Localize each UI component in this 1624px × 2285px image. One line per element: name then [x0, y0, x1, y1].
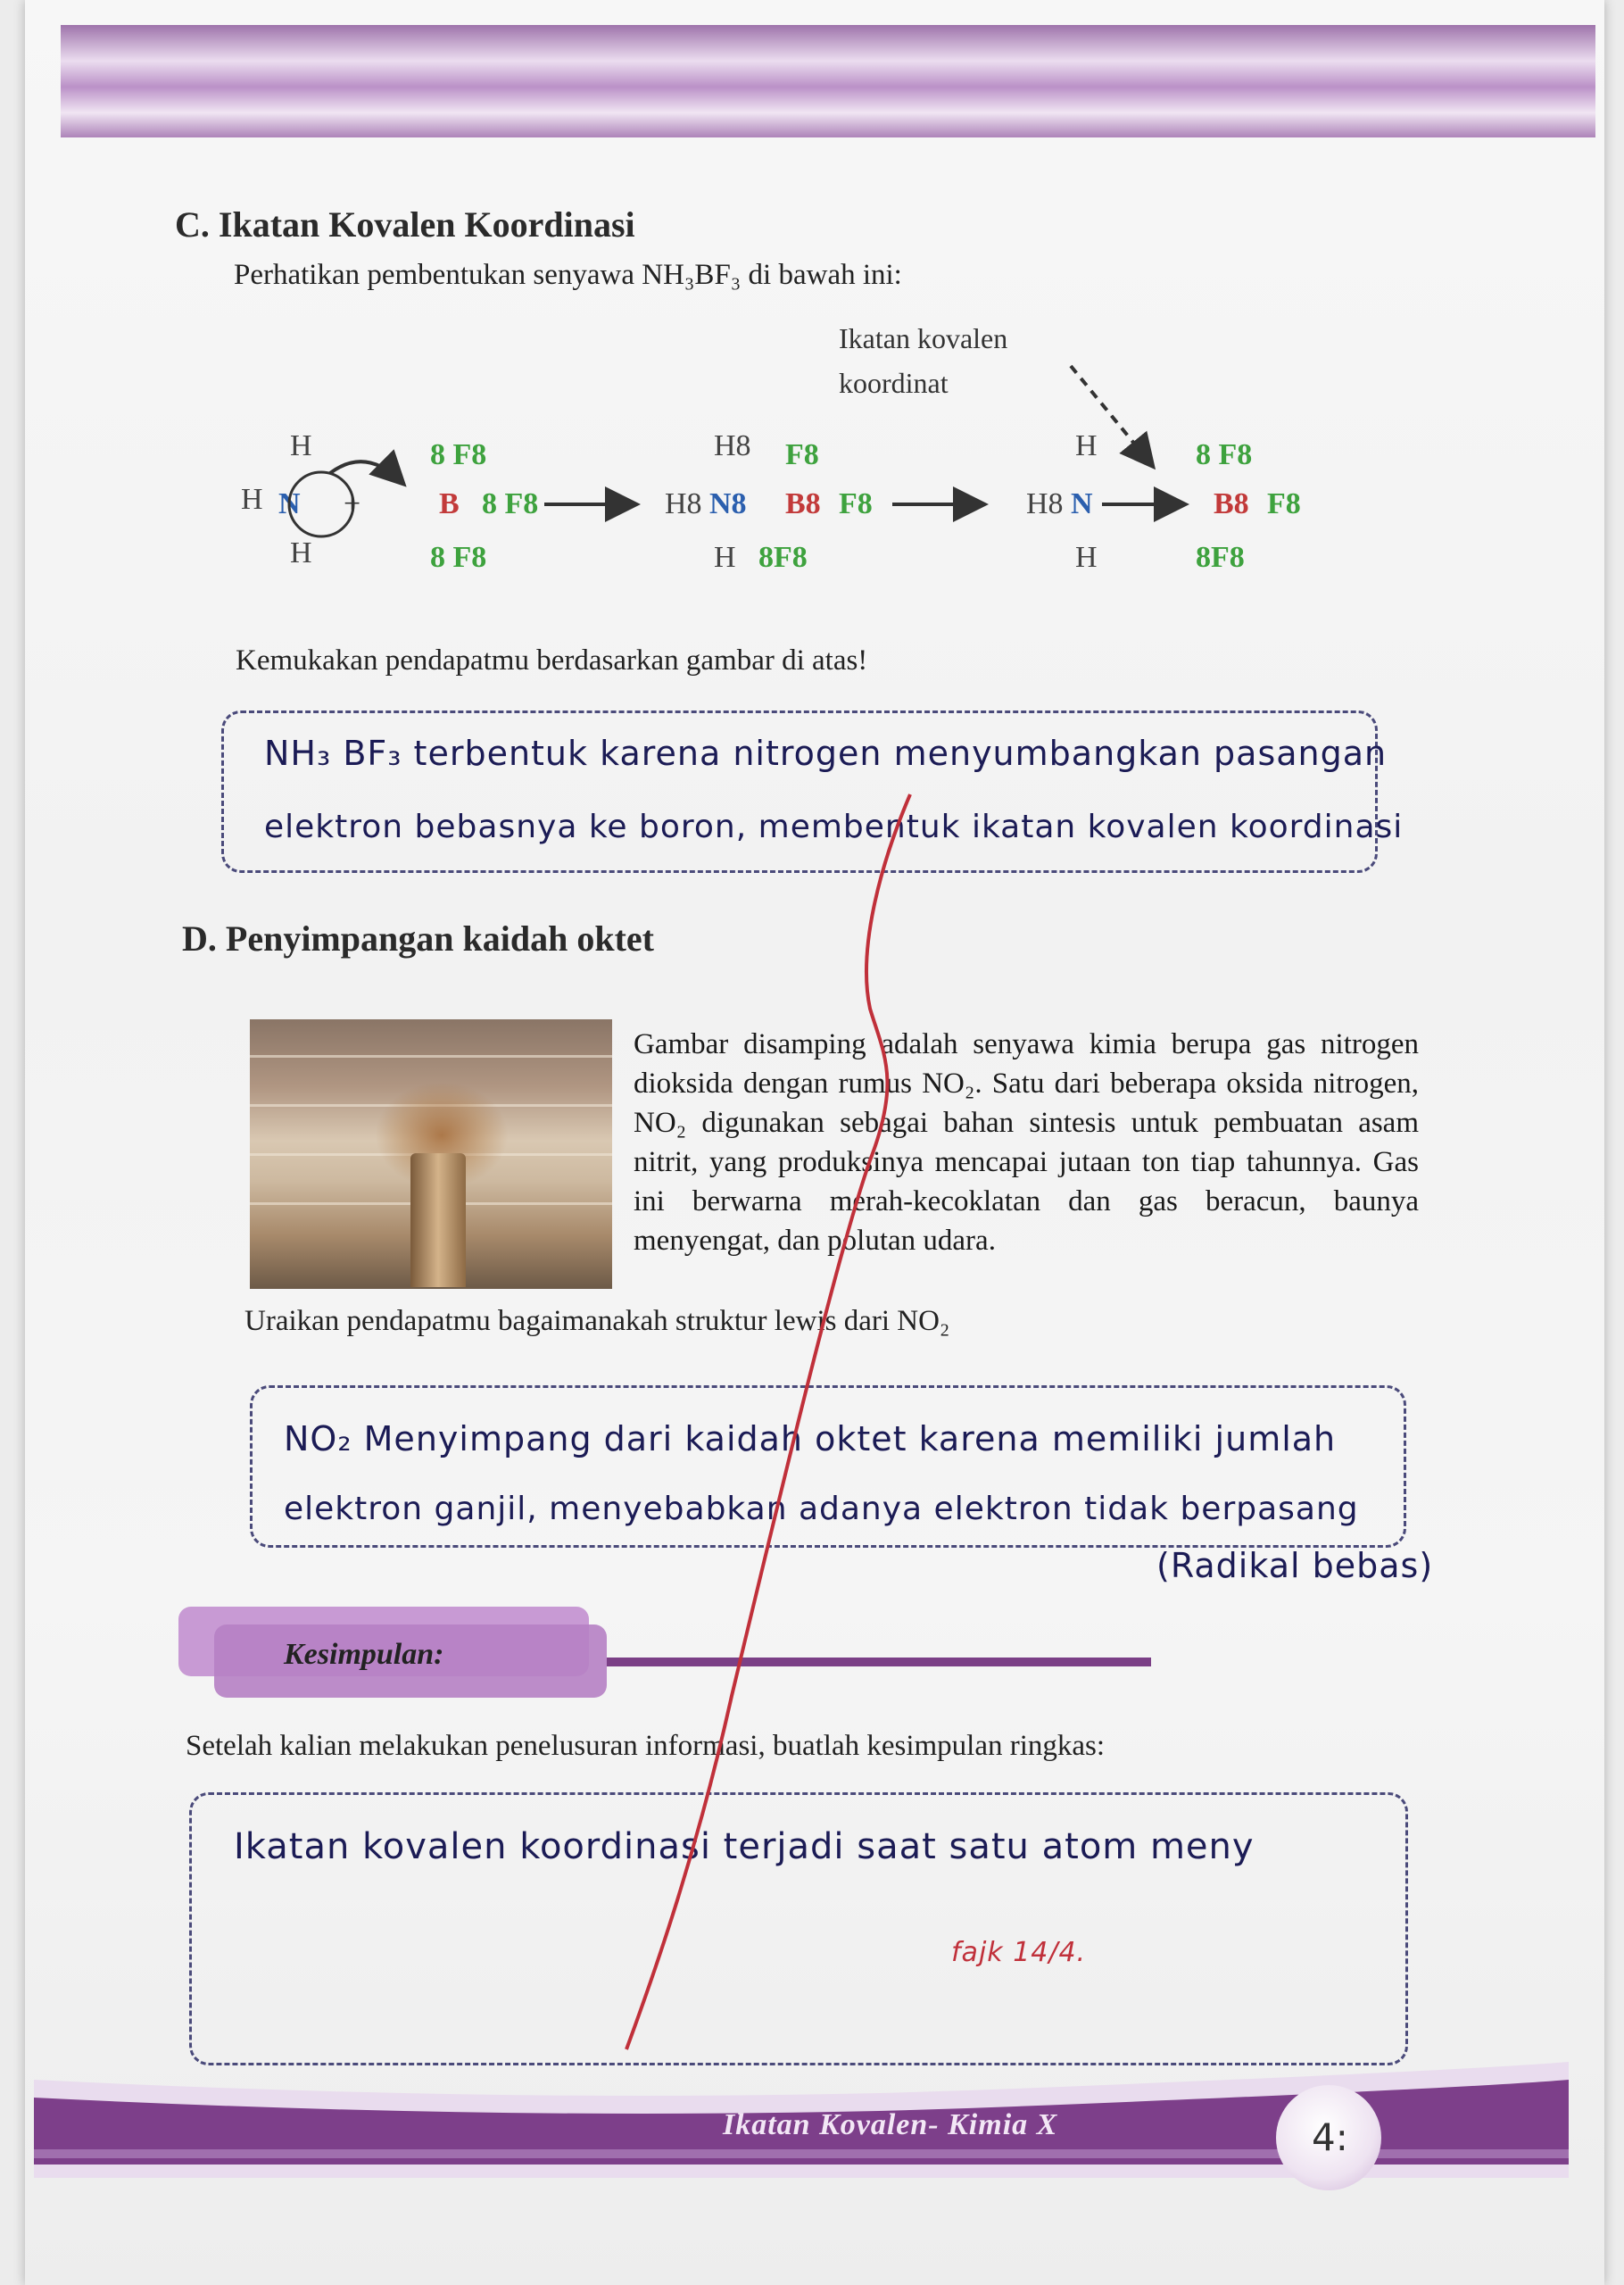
svg-text:8F8: 8F8: [758, 541, 808, 574]
section-d-heading: D. Penyimpangan kaidah oktet: [182, 918, 654, 959]
header-band: [61, 25, 1595, 137]
svg-text:F8: F8: [1267, 487, 1301, 520]
kesimpulan-label: Kesimpulan:: [284, 1638, 444, 1671]
intermediate-group: [665, 429, 873, 574]
svg-text:8F8: 8F8: [1196, 541, 1245, 574]
svg-text:8 F8: 8 F8: [482, 487, 539, 520]
diagram-label-line2: koordinat: [839, 367, 949, 399]
section-c-intro: Perhatikan pembentukan senyawa NH₃BF₃ di bawah ini:: [234, 259, 902, 291]
section-d-answer-line1: NO₂ Menyimpang dari kaidah oktet karena memiliki jumlah: [284, 1419, 1337, 1458]
svg-text:H: H: [241, 483, 263, 516]
svg-text:H: H: [290, 429, 312, 462]
teacher-initials: fajk 14/4.: [951, 1937, 1087, 1968]
page-number: 4:: [1312, 2115, 1348, 2159]
svg-text:H8: H8: [665, 487, 702, 520]
kesimpulan-prompt: Setelah kalian melakukan penelusuran informasi, buatlah kesimpulan ringkas:: [186, 1730, 1106, 1762]
product-group: [1026, 429, 1301, 574]
section-c-answer-line2: elektron bebasnya ke boron, membentuk ikatan kovalen koordinasi: [264, 809, 1404, 845]
section-d-answer-line3: (Radikal bebas): [1156, 1546, 1434, 1585]
svg-text:H8: H8: [714, 429, 751, 462]
svg-text:+: +: [344, 487, 361, 520]
section-c-prompt: Kemukakan pendapatmu berdasarkan gambar di atas!: [236, 644, 868, 677]
svg-text:H: H: [1075, 541, 1098, 574]
svg-text:H: H: [1075, 429, 1098, 462]
section-c-answer-line1: NH₃ BF₃ terbentuk karena nitrogen menyumbangkan pasangan: [264, 734, 1388, 773]
section-d-answer-line2: elektron ganjil, menyebabkan adanya elektron tidak berpasang: [284, 1491, 1359, 1527]
svg-text:N: N: [278, 487, 301, 520]
svg-text:F8: F8: [839, 487, 873, 520]
kesimpulan-answer-line1: Ikatan kovalen koordinasi terjadi saat satu atom meny: [234, 1826, 1255, 1867]
section-d-paragraph: Gambar disamping adalah senyawa kimia berupa gas nitrogen dioksida dengan rumus NO₂. Satu dari beberapa oksida nitrogen, NO₂ digunakan sebagai bahan sintesis untuk pembuatan asam nitrit, yang produksinya mencapai jutaan ton tiap tahunnya. Gas ini berwarna merah-kecoklatan dan gas beracun, baunya menyengat, dan polutan udara.: [634, 1028, 1419, 1257]
svg-text:8 F8: 8 F8: [1196, 438, 1253, 471]
svg-text:H: H: [714, 541, 736, 574]
section-c-heading: C. Ikatan Kovalen Koordinasi: [175, 204, 635, 245]
nh3bf3-formation-diagram: [223, 321, 1338, 607]
svg-text:B8: B8: [785, 487, 821, 520]
svg-text:N: N: [1071, 487, 1093, 520]
reactants-group: [241, 429, 538, 574]
svg-text:F8: F8: [785, 438, 819, 471]
no2-gas-photo: [250, 1019, 612, 1289]
diagram-label-line1: Ikatan kovalen: [839, 322, 1008, 354]
svg-text:B8: B8: [1214, 487, 1249, 520]
section-d-prompt: Uraikan pendapatmu bagaimanakah struktur lewis dari NO₂: [244, 1305, 950, 1337]
svg-text:H8: H8: [1026, 487, 1064, 520]
test-tube: [410, 1153, 466, 1287]
svg-text:B: B: [439, 487, 460, 520]
footer-title: Ikatan Kovalen- Kimia X: [723, 2108, 1058, 2141]
kesimpulan-arrow: [607, 1658, 1151, 1666]
svg-text:N8: N8: [709, 487, 747, 520]
svg-text:8 F8: 8 F8: [430, 438, 487, 471]
svg-text:H: H: [290, 536, 312, 569]
svg-text:8 F8: 8 F8: [430, 541, 487, 574]
